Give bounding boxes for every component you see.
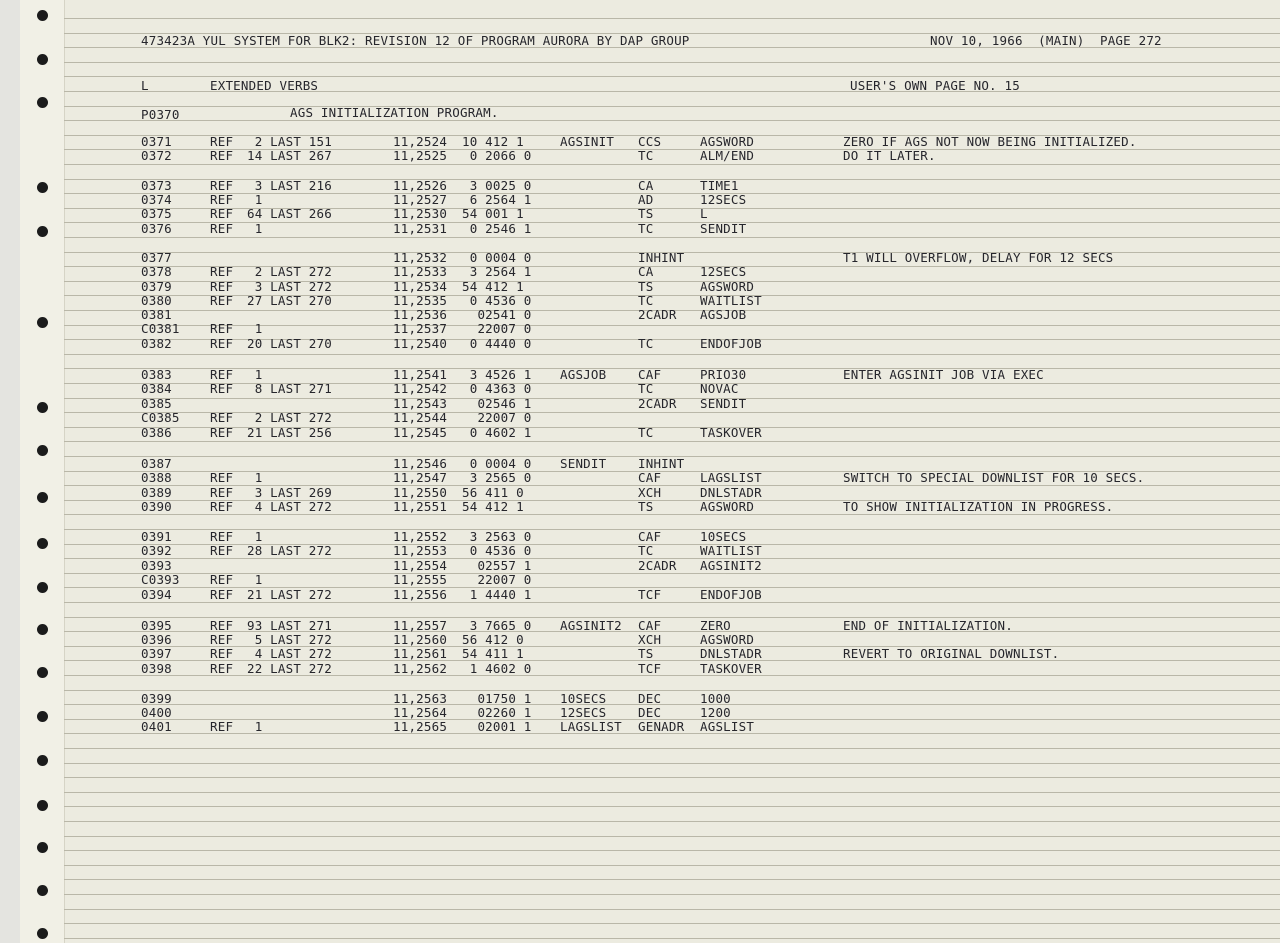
octal-code: 10 412 1 (462, 134, 524, 149)
opcode: TS (638, 646, 654, 661)
operand: AGSINIT2 (700, 558, 762, 573)
octal-code: 0 0004 0 (462, 456, 532, 471)
address: 11,2541 (393, 367, 448, 382)
octal-code: 02541 0 (462, 307, 532, 322)
comment: REVERT TO ORIGINAL DOWNLIST. (843, 646, 1060, 661)
address: 11,2535 (393, 293, 448, 308)
user-page-number: USER'S OWN PAGE NO. 15 (850, 78, 1020, 93)
ref-count: 21 LAST 256 (247, 425, 332, 440)
opcode: CA (638, 264, 654, 279)
address: 11,2560 (393, 632, 448, 647)
card-number: 0394 (141, 587, 172, 602)
address: 11,2564 (393, 705, 448, 720)
ref-marker: REF (210, 410, 234, 425)
operand: 1000 (700, 691, 731, 706)
card-number: 0376 (141, 221, 172, 236)
octal-code: 3 2565 0 (462, 470, 532, 485)
octal-code: 54 412 1 (462, 499, 524, 514)
operand: L (700, 206, 708, 221)
address: 11,2533 (393, 264, 448, 279)
card-number: 0374 (141, 192, 172, 207)
card-number: 0397 (141, 646, 172, 661)
ref-count: 2 LAST 272 (247, 264, 332, 279)
octal-code: 0 2066 0 (462, 148, 532, 163)
address: 11,2530 (393, 206, 448, 221)
address: 11,2525 (393, 148, 448, 163)
octal-code: 02557 1 (462, 558, 532, 573)
ref-marker: REF (210, 192, 234, 207)
address: 11,2550 (393, 485, 448, 500)
header-date-page: NOV 10, 1966 (MAIN) PAGE 272 (930, 33, 1162, 48)
ref-marker: REF (210, 321, 234, 336)
opcode: TC (638, 425, 654, 440)
card-number: 0395 (141, 618, 172, 633)
ref-marker: REF (210, 485, 234, 500)
opcode: 2CADR (638, 307, 677, 322)
card-number: 0389 (141, 485, 172, 500)
octal-code: 54 411 1 (462, 646, 524, 661)
operand: ZERO (700, 618, 731, 633)
opcode: TC (638, 336, 654, 351)
operand: ENDOFJOB (700, 587, 762, 602)
comment: ZERO IF AGS NOT NOW BEING INITIALIZED. (843, 134, 1137, 149)
log-mark: L (141, 78, 149, 93)
ref-count: 1 (247, 367, 263, 382)
opcode: DEC (638, 705, 662, 720)
operand: SENDIT (700, 221, 747, 236)
ref-marker: REF (210, 264, 234, 279)
card-number: C0381 (141, 321, 180, 336)
card-number: 0383 (141, 367, 172, 382)
ref-marker: REF (210, 134, 234, 149)
operand: AGSWORD (700, 632, 755, 647)
ref-count: 8 LAST 271 (247, 381, 332, 396)
comment: SWITCH TO SPECIAL DOWNLIST FOR 10 SECS. (843, 470, 1145, 485)
ref-count: 1 (247, 572, 263, 587)
operand: 10SECS (700, 529, 747, 544)
octal-code: 1 4440 1 (462, 587, 532, 602)
opcode: TS (638, 499, 654, 514)
opcode: TC (638, 293, 654, 308)
octal-code: 56 411 0 (462, 485, 524, 500)
ref-marker: REF (210, 336, 234, 351)
symbol-label: 12SECS (560, 705, 607, 720)
octal-code: 3 4526 1 (462, 367, 532, 382)
opcode: TC (638, 543, 654, 558)
card-number: 0377 (141, 250, 172, 265)
address: 11,2524 (393, 134, 448, 149)
card-number: 0371 (141, 134, 172, 149)
operand: 1200 (700, 705, 731, 720)
card-number: 0387 (141, 456, 172, 471)
ref-marker: REF (210, 470, 234, 485)
ref-marker: REF (210, 529, 234, 544)
card-number: 0393 (141, 558, 172, 573)
address: 11,2545 (393, 425, 448, 440)
card-number: C0385 (141, 410, 180, 425)
card-number: 0386 (141, 425, 172, 440)
card-number: 0373 (141, 178, 172, 193)
operand: DNLSTADR (700, 485, 762, 500)
address: 11,2554 (393, 558, 448, 573)
octal-code: 6 2564 1 (462, 192, 532, 207)
octal-code: 0 4440 0 (462, 336, 532, 351)
section-title: AGS INITIALIZATION PROGRAM. (290, 105, 499, 120)
operand: PRIO30 (700, 367, 747, 382)
card-number: 0400 (141, 705, 172, 720)
opcode: CAF (638, 470, 662, 485)
card-number: 0385 (141, 396, 172, 411)
octal-code: 54 001 1 (462, 206, 524, 221)
card-number: 0384 (141, 381, 172, 396)
opcode: CA (638, 178, 654, 193)
symbol-label: LAGSLIST (560, 719, 622, 734)
octal-code: 0 4536 0 (462, 293, 532, 308)
section-card: P0370 (141, 107, 180, 122)
card-number: 0401 (141, 719, 172, 734)
ref-count: 4 LAST 272 (247, 499, 332, 514)
ref-count: 64 LAST 266 (247, 206, 332, 221)
octal-code: 02001 1 (462, 719, 532, 734)
ref-marker: REF (210, 206, 234, 221)
symbol-label: AGSJOB (560, 367, 607, 382)
ref-count: 1 (247, 321, 263, 336)
opcode: GENADR (638, 719, 685, 734)
card-number: 0390 (141, 499, 172, 514)
address: 11,2526 (393, 178, 448, 193)
opcode: CAF (638, 618, 662, 633)
address: 11,2543 (393, 396, 448, 411)
ref-count: 21 LAST 272 (247, 587, 332, 602)
card-number: 0372 (141, 148, 172, 163)
operand: WAITLIST (700, 293, 762, 308)
ref-count: 3 LAST 216 (247, 178, 332, 193)
ref-count: 27 LAST 270 (247, 293, 332, 308)
ref-marker: REF (210, 572, 234, 587)
address: 11,2553 (393, 543, 448, 558)
ref-count: 5 LAST 272 (247, 632, 332, 647)
address: 11,2547 (393, 470, 448, 485)
address: 11,2557 (393, 618, 448, 633)
operand: AGSJOB (700, 307, 747, 322)
ref-count: 1 (247, 529, 263, 544)
octal-code: 22007 0 (462, 321, 532, 336)
ref-marker: REF (210, 221, 234, 236)
opcode: CCS (638, 134, 662, 149)
opcode: TC (638, 221, 654, 236)
address: 11,2536 (393, 307, 448, 322)
octal-code: 22007 0 (462, 410, 532, 425)
symbol-label: SENDIT (560, 456, 607, 471)
address: 11,2540 (393, 336, 448, 351)
opcode: 2CADR (638, 396, 677, 411)
operand: NOVAC (700, 381, 739, 396)
card-number: 0381 (141, 307, 172, 322)
ref-marker: REF (210, 279, 234, 294)
card-number: 0382 (141, 336, 172, 351)
ref-count: 1 (247, 719, 263, 734)
opcode: TS (638, 206, 654, 221)
address: 11,2551 (393, 499, 448, 514)
operand: TASKOVER (700, 661, 762, 676)
address: 11,2563 (393, 691, 448, 706)
card-number: 0375 (141, 206, 172, 221)
ref-count: 4 LAST 272 (247, 646, 332, 661)
operand: WAITLIST (700, 543, 762, 558)
opcode: TCF (638, 587, 662, 602)
octal-code: 3 2564 1 (462, 264, 532, 279)
opcode: INHINT (638, 456, 685, 471)
address: 11,2546 (393, 456, 448, 471)
octal-code: 56 412 0 (462, 632, 524, 647)
ref-count: 2 LAST 272 (247, 410, 332, 425)
symbol-label: AGSINIT (560, 134, 615, 149)
ref-count: 3 LAST 272 (247, 279, 332, 294)
octal-code: 3 2563 0 (462, 529, 532, 544)
card-number: 0398 (141, 661, 172, 676)
operand: 12SECS (700, 192, 747, 207)
opcode: DEC (638, 691, 662, 706)
operand: AGSWORD (700, 134, 755, 149)
address: 11,2542 (393, 381, 448, 396)
operand: AGSWORD (700, 499, 755, 514)
card-number: 0399 (141, 691, 172, 706)
ref-count: 28 LAST 272 (247, 543, 332, 558)
ref-marker: REF (210, 293, 234, 308)
card-number: 0391 (141, 529, 172, 544)
opcode: TCF (638, 661, 662, 676)
header-title: 473423A YUL SYSTEM FOR BLK2: REVISION 12 OF PROGRAM AURORA BY DAP GROUP (141, 33, 690, 48)
operand: TIME1 (700, 178, 739, 193)
opcode: AD (638, 192, 654, 207)
ref-marker: REF (210, 178, 234, 193)
ref-marker: REF (210, 381, 234, 396)
ref-count: 93 LAST 271 (247, 618, 332, 633)
ref-marker: REF (210, 661, 234, 676)
ref-marker: REF (210, 618, 234, 633)
opcode: XCH (638, 485, 662, 500)
ref-count: 14 LAST 267 (247, 148, 332, 163)
card-number: 0396 (141, 632, 172, 647)
card-number: 0378 (141, 264, 172, 279)
operand: AGSLIST (700, 719, 755, 734)
ref-count: 1 (247, 221, 263, 236)
octal-code: 01750 1 (462, 691, 532, 706)
octal-code: 0 2546 1 (462, 221, 532, 236)
ref-marker: REF (210, 632, 234, 647)
card-number: 0380 (141, 293, 172, 308)
address: 11,2555 (393, 572, 448, 587)
comment: END OF INITIALIZATION. (843, 618, 1013, 633)
ref-marker: REF (210, 148, 234, 163)
symbol-label: AGSINIT2 (560, 618, 622, 633)
opcode: TS (638, 279, 654, 294)
comment: ENTER AGSINIT JOB VIA EXEC (843, 367, 1044, 382)
octal-code: 54 412 1 (462, 279, 524, 294)
card-number: 0392 (141, 543, 172, 558)
opcode: TC (638, 381, 654, 396)
opcode: CAF (638, 367, 662, 382)
octal-code: 22007 0 (462, 572, 532, 587)
opcode: TC (638, 148, 654, 163)
operand: TASKOVER (700, 425, 762, 440)
octal-code: 0 4602 1 (462, 425, 532, 440)
octal-code: 3 0025 0 (462, 178, 532, 193)
octal-code: 0 0004 0 (462, 250, 532, 265)
operand: ALM/END (700, 148, 755, 163)
log-title: EXTENDED VERBS (210, 78, 319, 93)
opcode: CAF (638, 529, 662, 544)
ref-marker: REF (210, 499, 234, 514)
ref-count: 2 LAST 151 (247, 134, 332, 149)
octal-code: 0 4536 0 (462, 543, 532, 558)
ref-count: 1 (247, 470, 263, 485)
comment: DO IT LATER. (843, 148, 936, 163)
octal-code: 1 4602 0 (462, 661, 532, 676)
operand: DNLSTADR (700, 646, 762, 661)
operand: ENDOFJOB (700, 336, 762, 351)
card-number: 0379 (141, 279, 172, 294)
address: 11,2537 (393, 321, 448, 336)
ref-marker: REF (210, 367, 234, 382)
opcode: XCH (638, 632, 662, 647)
address: 11,2532 (393, 250, 448, 265)
symbol-label: 10SECS (560, 691, 607, 706)
ref-count: 20 LAST 270 (247, 336, 332, 351)
octal-code: 02260 1 (462, 705, 532, 720)
ref-marker: REF (210, 719, 234, 734)
comment: TO SHOW INITIALIZATION IN PROGRESS. (843, 499, 1114, 514)
address: 11,2527 (393, 192, 448, 207)
ref-count: 3 LAST 269 (247, 485, 332, 500)
octal-code: 02546 1 (462, 396, 532, 411)
address: 11,2531 (393, 221, 448, 236)
opcode: 2CADR (638, 558, 677, 573)
ref-count: 1 (247, 192, 263, 207)
ref-marker: REF (210, 587, 234, 602)
address: 11,2544 (393, 410, 448, 425)
address: 11,2552 (393, 529, 448, 544)
address: 11,2534 (393, 279, 448, 294)
address: 11,2561 (393, 646, 448, 661)
card-number: 0388 (141, 470, 172, 485)
octal-code: 0 4363 0 (462, 381, 532, 396)
operand: AGSWORD (700, 279, 755, 294)
opcode: INHINT (638, 250, 685, 265)
operand: LAGSLIST (700, 470, 762, 485)
address: 11,2562 (393, 661, 448, 676)
card-number: C0393 (141, 572, 180, 587)
operand: 12SECS (700, 264, 747, 279)
comment: T1 WILL OVERFLOW, DELAY FOR 12 SECS (843, 250, 1114, 265)
ref-count: 22 LAST 272 (247, 661, 332, 676)
address: 11,2565 (393, 719, 448, 734)
address: 11,2556 (393, 587, 448, 602)
octal-code: 3 7665 0 (462, 618, 532, 633)
ref-marker: REF (210, 646, 234, 661)
ref-marker: REF (210, 425, 234, 440)
ref-marker: REF (210, 543, 234, 558)
operand: SENDIT (700, 396, 747, 411)
